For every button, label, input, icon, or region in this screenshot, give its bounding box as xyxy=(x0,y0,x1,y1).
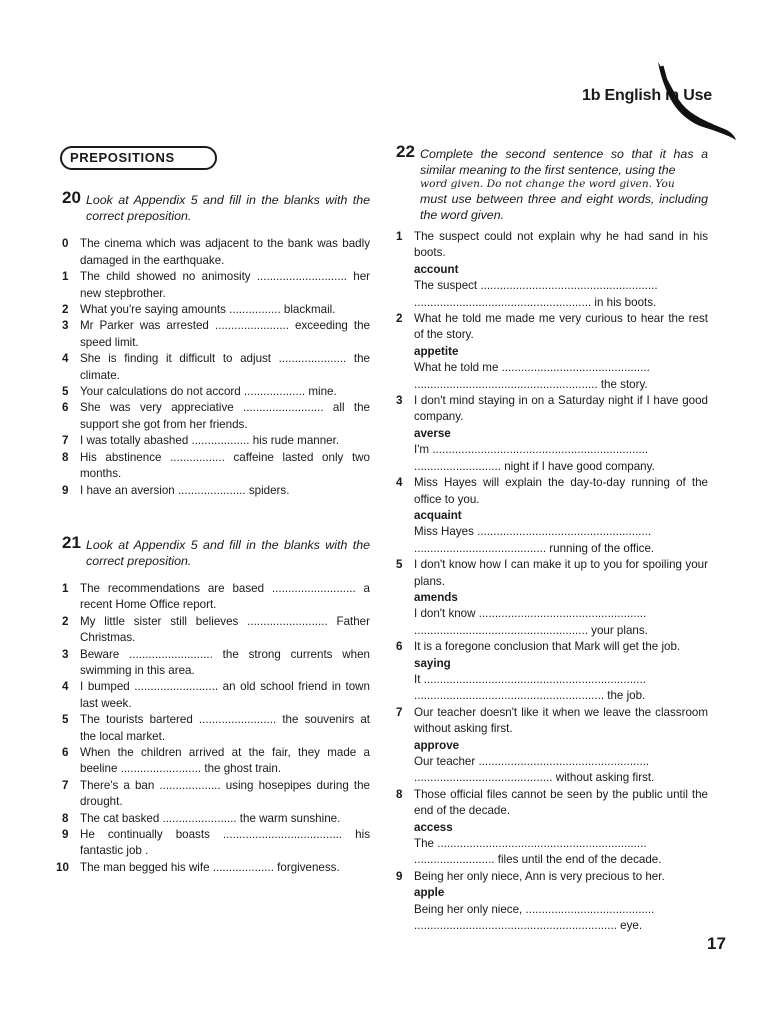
item-text: He continually boasts ..................................... his fantastic job . xyxy=(80,828,370,858)
list-item xyxy=(62,581,370,614)
item-number: 9 xyxy=(396,869,403,883)
item-text: Your calculations do not accord ................... mine. xyxy=(80,385,337,399)
key-word: acquaint xyxy=(414,508,462,522)
item-text: The recommendations are based .......................... a recent Home Office report. xyxy=(80,581,370,612)
exercise-20-items xyxy=(62,236,370,499)
exercise-instruction: Look at Appendix 5 and fill in the blanks with the correct preposition. xyxy=(86,193,370,224)
item-text: She is finding it difficult to adjust ..................... the climate. xyxy=(80,352,370,382)
key-word: apple xyxy=(414,886,445,900)
answer-line-2: ........................... night if I have good company. xyxy=(414,459,655,473)
transformation-item xyxy=(396,639,708,705)
item-text: When the children arrived at the fair, they made a beeline ......................... the ghost train. xyxy=(80,745,370,776)
list-item xyxy=(62,400,370,433)
answer-line-2: ......................... files until the end of the decade. xyxy=(414,853,662,867)
item-number: 3 xyxy=(396,394,403,408)
item-number: 2 xyxy=(62,614,69,628)
item-number: 1 xyxy=(396,230,403,243)
key-word: averse xyxy=(414,426,451,440)
item-text: The tourists bartered ........................ the souvenirs at the local market. xyxy=(80,713,370,743)
right-column xyxy=(396,142,708,934)
list-item xyxy=(62,712,370,745)
item-number: 9 xyxy=(62,828,69,841)
item-text: There's a ban ................... using hosepipes during the drought. xyxy=(80,778,370,809)
answer-line-2: ....................................................... in his boots. xyxy=(414,295,657,309)
exercise-number: 22 xyxy=(396,142,415,161)
original-sentence: Those official files cannot be seen by the public until the end of the decade. xyxy=(414,787,708,818)
item-text: His abstinence ................. caffeine lasted only two months. xyxy=(80,450,370,481)
list-item xyxy=(62,318,370,351)
item-text: I have an aversion ..................... spiders. xyxy=(80,483,290,497)
answer-line-1: The ................................................................. xyxy=(414,837,647,851)
item-number: 4 xyxy=(396,476,403,490)
list-item xyxy=(62,778,370,811)
exercise-number: 21 xyxy=(62,532,81,552)
item-number: 6 xyxy=(62,745,69,759)
key-word: appetite xyxy=(414,344,459,358)
answer-line-1: Our teacher ..................................................... xyxy=(414,755,650,768)
exercise-21-items xyxy=(56,581,370,876)
transformation-item xyxy=(396,705,708,787)
item-number: 1 xyxy=(62,581,69,595)
page-number: 17 xyxy=(707,934,726,953)
list-item xyxy=(56,860,370,876)
section-title: 1b English in Use xyxy=(582,87,712,104)
answer-line-2: ......................................................... the story. xyxy=(414,377,648,391)
transformation-item xyxy=(396,475,708,557)
item-number: 6 xyxy=(62,401,69,415)
item-number: 7 xyxy=(62,434,69,448)
list-item xyxy=(62,302,370,318)
exercise-22 xyxy=(396,142,708,223)
answer-line-1: What he told me .............................................. xyxy=(414,361,650,375)
item-text: Mr Parker was arrested ....................... exceeding the speed limit. xyxy=(80,319,370,349)
list-item xyxy=(62,269,370,302)
item-number: 3 xyxy=(62,647,69,661)
list-item xyxy=(62,236,370,269)
transformation-item xyxy=(396,229,708,311)
instruction-part-a: Complete the second sentence so that it has a similar meaning to the first sentence, using the xyxy=(420,147,708,177)
item-number: 5 xyxy=(62,385,69,399)
list-item xyxy=(62,483,370,499)
answer-line-1: Being her only niece, ........................................ xyxy=(414,902,655,916)
answer-line-1: It ..................................................................... xyxy=(414,672,646,686)
list-item xyxy=(62,679,370,712)
item-number: 8 xyxy=(396,787,403,801)
brush-stroke-decoration xyxy=(652,58,738,144)
answer-line-2: ............................................................... eye. xyxy=(414,919,643,933)
list-item xyxy=(62,384,370,400)
item-number: 7 xyxy=(62,778,69,792)
item-number: 4 xyxy=(62,352,69,366)
list-item xyxy=(62,450,370,483)
key-word: account xyxy=(414,262,459,276)
exercise-number: 20 xyxy=(62,188,81,208)
section-heading-prepositions: PREPOSITIONS xyxy=(60,146,217,170)
item-number: 2 xyxy=(62,303,69,317)
answer-line-2: ........................................... without asking first. xyxy=(414,771,655,785)
exercise-instruction xyxy=(420,146,708,223)
list-item xyxy=(62,614,370,647)
item-number: 10 xyxy=(56,860,69,874)
transformation-item xyxy=(396,557,708,639)
exercise-20 xyxy=(62,188,370,224)
key-word: amends xyxy=(414,590,458,604)
item-text: Beware .......................... the strong currents when swimming in this area. xyxy=(80,647,370,677)
item-number: 1 xyxy=(62,270,69,284)
exercise-instruction: Look at Appendix 5 and fill in the blanks with the correct preposition. xyxy=(86,537,370,568)
item-number: 6 xyxy=(396,640,403,654)
list-item xyxy=(62,433,370,449)
item-text: My little sister still believes ......................... Father Christmas. xyxy=(80,614,370,645)
original-sentence: Miss Hayes will explain the day-to-day running of the office to you. xyxy=(414,476,708,506)
list-item xyxy=(62,647,370,680)
transformation-item xyxy=(396,311,708,393)
item-text: The man begged his wife ................... forgiveness. xyxy=(80,860,340,874)
original-sentence: It is a foregone conclusion that Mark will get the job. xyxy=(414,640,681,654)
list-item xyxy=(62,811,370,827)
item-text: I was totally abashed .................. his rude manner. xyxy=(80,434,340,448)
item-number: 0 xyxy=(62,237,69,251)
item-number: 5 xyxy=(62,713,69,727)
original-sentence: I don't mind staying in on a Saturday night if I have good company. xyxy=(414,394,708,424)
item-number: 8 xyxy=(62,450,69,464)
key-word: saying xyxy=(414,656,451,670)
item-text: What you're saying amounts ................ blackmail. xyxy=(80,303,336,317)
list-item xyxy=(62,351,370,384)
original-sentence: Our teacher doesn't like it when we leave the classroom without asking first. xyxy=(414,705,708,736)
instruction-part-b: word given. Do not change the word given. You xyxy=(420,178,675,190)
item-text: The cinema which was adjacent to the bank was badly damaged in the earthquake. xyxy=(80,237,370,267)
left-column xyxy=(56,146,370,876)
transformation-item xyxy=(396,869,708,935)
original-sentence: What he told me made me very curious to hear the rest of the story. xyxy=(414,312,708,342)
instruction-part-c: must use between three and eight words, including the word given. xyxy=(420,192,708,222)
answer-line-1: I'm ................................................................... xyxy=(414,443,649,457)
item-number: 5 xyxy=(396,558,403,572)
transformation-item xyxy=(396,393,708,475)
item-number: 4 xyxy=(62,680,69,694)
item-number: 2 xyxy=(396,312,403,326)
item-text: The child showed no animosity ............................ her new stepbrother. xyxy=(80,270,370,300)
item-number: 9 xyxy=(62,483,69,497)
item-number: 3 xyxy=(62,319,69,333)
original-sentence: The suspect could not explain why he had sand in his boots. xyxy=(414,230,708,260)
exercise-21 xyxy=(62,532,370,569)
exercise-22-items xyxy=(396,229,708,934)
item-number: 8 xyxy=(62,811,69,825)
list-item xyxy=(62,745,370,778)
key-word: approve xyxy=(414,738,460,752)
key-word: access xyxy=(414,820,453,834)
item-text: I bumped .......................... an old school friend in town last week. xyxy=(80,680,370,710)
original-sentence: I don't know how I can make it up to you for spoiling your plans. xyxy=(414,558,708,588)
answer-line-1: I don't know .................................................... xyxy=(414,607,647,621)
list-item xyxy=(62,827,370,860)
answer-line-2: ...................................................... your plans. xyxy=(414,623,648,637)
item-text: She was very appreciative ......................... all the support she got from her friends. xyxy=(80,401,370,431)
answer-line-1: The suspect ....................................................... xyxy=(414,279,658,293)
answer-line-1: Miss Hayes ...................................................... xyxy=(414,525,652,539)
answer-line-2: ......................................... running of the office. xyxy=(414,541,655,555)
original-sentence: Being her only niece, Ann is very precious to her. xyxy=(414,869,665,883)
item-number: 7 xyxy=(396,705,403,719)
transformation-item xyxy=(396,787,708,869)
item-text: The cat basked ....................... the warm sunshine. xyxy=(80,811,341,825)
answer-line-2: ........................................................... the job. xyxy=(414,689,646,703)
